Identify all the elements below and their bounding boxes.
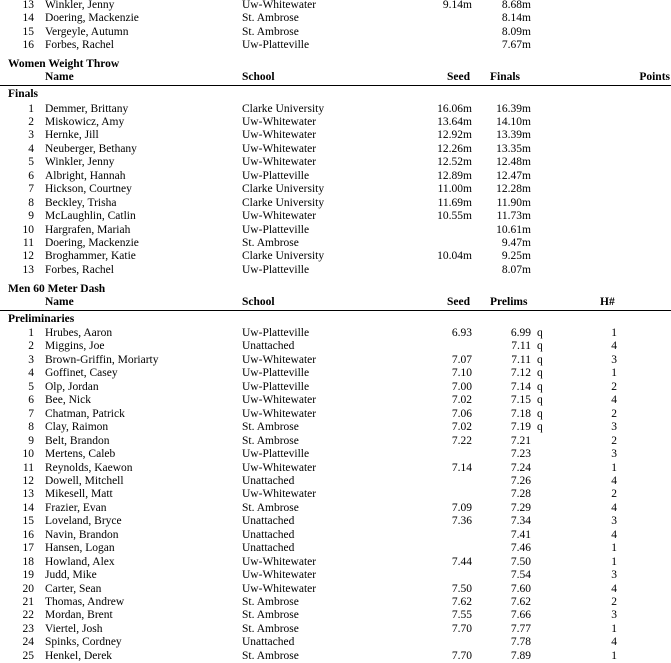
heat-number: 2	[611, 488, 617, 501]
school-name: St. Ambrose	[242, 25, 299, 38]
athlete-name: Hrubes, Aaron	[45, 327, 113, 339]
athlete-name: Broghammer, Katie	[45, 250, 136, 263]
athlete-name: McLaughlin, Catlin	[45, 210, 136, 223]
athlete-name: Viertel, Josh	[45, 622, 103, 635]
result-row	[0, 488, 671, 501]
heat-number: 3	[611, 421, 617, 434]
place-cell: 6	[28, 394, 34, 407]
athlete-name: Olp, Jordan	[45, 380, 99, 393]
qualifier-flag: q	[537, 340, 543, 353]
school-name: St. Ambrose	[242, 609, 299, 622]
athlete-name: Belt, Brandon	[45, 434, 110, 447]
result-mark: 8.07m	[501, 263, 531, 276]
place-cell: 16	[22, 39, 34, 52]
school-name: Clarke University	[242, 250, 325, 263]
result-row	[0, 394, 671, 407]
result-row	[0, 210, 671, 223]
result-row	[0, 367, 671, 380]
school-name: Uw-Whitewater	[242, 0, 317, 11]
school-name: Uw-Platteville	[242, 39, 310, 52]
result-mark: 7.21	[510, 434, 531, 447]
place-cell: 7	[28, 183, 34, 196]
school-name: Unattached	[242, 515, 295, 528]
school-name: Uw-Whitewater	[242, 353, 317, 366]
seed-mark: 16.06m	[437, 102, 472, 115]
header-seed: Seed	[447, 71, 470, 83]
result-row	[0, 408, 671, 421]
result-row	[0, 636, 671, 649]
athlete-name: Mertens, Caleb	[45, 448, 116, 461]
result-mark: 7.67m	[501, 39, 531, 52]
result-row	[0, 515, 671, 528]
result-mark: 7.46	[510, 542, 531, 555]
result-mark: 7.15	[510, 394, 531, 407]
result-mark: 12.48m	[496, 156, 531, 169]
school-name: Uw-Whitewater	[242, 129, 317, 142]
athlete-name: Howland, Alex	[45, 555, 115, 568]
place-cell: 3	[28, 353, 34, 366]
place-cell: 4	[28, 142, 34, 155]
seed-mark: 11.00m	[437, 183, 472, 196]
school-name: Uw-Whitewater	[242, 555, 317, 568]
result-row	[0, 197, 671, 210]
athlete-name: Mikesell, Matt	[45, 488, 113, 501]
result-row	[0, 462, 671, 475]
result-mark: 7.60	[510, 582, 531, 595]
heat-number: 1	[611, 555, 617, 568]
result-row	[0, 556, 671, 569]
school-name: Uw-Whitewater	[242, 210, 317, 223]
heat-number: 4	[611, 636, 617, 649]
seed-mark: 7.10	[451, 367, 472, 380]
seed-mark: 13.64m	[437, 115, 472, 128]
athlete-name: Hargrafen, Mariah	[45, 223, 131, 236]
heat-number: 1	[611, 649, 617, 662]
qualifier-flag: q	[537, 407, 543, 420]
round-row	[0, 313, 671, 326]
result-row	[0, 170, 671, 183]
result-row	[0, 354, 671, 367]
place-cell: 9	[28, 434, 34, 447]
result-row	[0, 26, 671, 39]
seed-mark: 7.36	[451, 515, 472, 528]
result-mark: 7.50	[510, 555, 531, 568]
round-row	[0, 88, 671, 101]
athlete-name: Hickson, Courtney	[45, 183, 132, 196]
school-name: St. Ambrose	[242, 237, 299, 249]
athlete-name: Demmer, Brittany	[45, 102, 129, 115]
header-points: Points	[639, 71, 670, 83]
seed-mark: 12.89m	[437, 169, 472, 182]
result-mark: 7.14	[510, 380, 531, 393]
place-cell: 4	[28, 367, 34, 380]
seed-mark: 10.04m	[437, 250, 472, 263]
header-name: Name	[45, 71, 74, 83]
school-name: Clarke University	[242, 102, 325, 115]
school-name: Uw-Platteville	[242, 263, 310, 276]
result-mark: 13.35m	[496, 142, 531, 155]
athlete-name: Winkler, Jenny	[45, 156, 115, 169]
seed-mark: 7.50	[451, 582, 472, 595]
result-mark: 7.66	[510, 609, 531, 622]
header-seed: Seed	[447, 296, 470, 308]
round-label: Finals	[8, 88, 39, 100]
place-cell: 6	[28, 169, 34, 182]
divider-line	[0, 85, 671, 86]
result-row	[0, 224, 671, 237]
school-name: Clarke University	[242, 196, 325, 209]
result-mark: 7.26	[510, 474, 531, 487]
seed-mark: 7.09	[451, 501, 472, 514]
result-row	[0, 156, 671, 169]
seed-mark: 7.22	[451, 434, 472, 447]
result-row	[0, 583, 671, 596]
result-mark: 7.24	[510, 461, 531, 474]
result-row	[0, 237, 671, 250]
school-name: Uw-Platteville	[242, 448, 310, 461]
athlete-name: Frazier, Evan	[45, 501, 107, 514]
result-mark: 16.39m	[496, 102, 531, 115]
heat-number: 3	[611, 609, 617, 622]
result-mark: 7.62	[510, 596, 531, 608]
athlete-name: Judd, Mike	[45, 569, 97, 582]
athlete-name: Albright, Hannah	[45, 169, 126, 182]
heat-number: 1	[611, 367, 617, 380]
athlete-name: Forbes, Rachel	[45, 39, 114, 52]
school-name: Uw-Whitewater	[242, 569, 317, 582]
athlete-name: Navin, Brandon	[45, 528, 119, 541]
place-cell: 20	[22, 582, 34, 595]
place-cell: 5	[28, 156, 34, 169]
school-name: St. Ambrose	[242, 12, 299, 25]
result-row	[0, 381, 671, 394]
seed-mark: 7.02	[451, 421, 472, 434]
school-name: St. Ambrose	[242, 622, 299, 635]
result-row	[0, 183, 671, 196]
place-cell: 13	[22, 0, 34, 11]
heat-number: 3	[611, 569, 617, 582]
place-cell: 15	[22, 25, 34, 38]
result-row	[0, 39, 671, 52]
seed-mark: 7.14	[451, 461, 472, 474]
result-mark: 7.29	[510, 501, 531, 514]
heat-number: 4	[611, 474, 617, 487]
athlete-name: Doering, Mackenzie	[45, 12, 139, 25]
athlete-name: Forbes, Rachel	[45, 263, 114, 276]
school-name: Uw-Whitewater	[242, 142, 317, 155]
place-cell: 21	[22, 596, 34, 608]
athlete-name: Henkel, Derek	[45, 649, 113, 662]
column-header-row	[0, 71, 671, 84]
result-mark: 9.47m	[501, 237, 531, 249]
place-cell: 1	[28, 327, 34, 339]
seed-mark: 6.93	[451, 327, 472, 339]
athlete-name: Clay, Raimon	[45, 421, 109, 434]
school-name: Uw-Whitewater	[242, 156, 317, 169]
heat-number: 1	[611, 622, 617, 635]
result-mark: 7.18	[510, 407, 531, 420]
school-name: Uw-Whitewater	[242, 488, 317, 501]
athlete-name: Miskowicz, Amy	[45, 115, 125, 128]
athlete-name: Bee, Nick	[45, 394, 91, 407]
athlete-name: Dowell, Mitchell	[45, 474, 124, 487]
result-mark: 11.90m	[496, 196, 531, 209]
athlete-name: Thomas, Andrew	[45, 596, 125, 608]
heat-number: 2	[611, 434, 617, 447]
athlete-name: Spinks, Cordney	[45, 636, 122, 649]
header-finals: Finals	[490, 71, 521, 83]
result-mark: 7.89	[510, 649, 531, 662]
place-cell: 10	[22, 223, 34, 236]
school-name: Uw-Platteville	[242, 380, 310, 393]
result-mark: 7.19	[510, 421, 531, 434]
result-mark: 6.99	[510, 327, 531, 339]
place-cell: 12	[22, 250, 34, 263]
event-title: Men 60 Meter Dash	[8, 283, 106, 295]
school-name: Uw-Whitewater	[242, 461, 317, 474]
place-cell: 8	[28, 421, 34, 434]
heat-number: 3	[611, 448, 617, 461]
place-cell: 3	[28, 129, 34, 142]
result-row	[0, 12, 671, 25]
athlete-name: Hernke, Jill	[45, 129, 99, 142]
result-mark: 12.28m	[496, 183, 531, 196]
athlete-name: Reynolds, Kaewon	[45, 461, 133, 474]
event-title-row	[0, 58, 671, 71]
place-cell: 12	[22, 474, 34, 487]
school-name: Unattached	[242, 528, 295, 541]
athlete-name: Hansen, Logan	[45, 542, 115, 555]
place-cell: 1	[28, 102, 34, 115]
result-row	[0, 103, 671, 116]
school-name: Uw-Whitewater	[242, 115, 317, 128]
place-cell: 22	[22, 609, 34, 622]
qualifier-flag: q	[537, 380, 543, 393]
result-mark: 7.12	[510, 367, 531, 380]
heat-number: 4	[611, 394, 617, 407]
heat-number: 2	[611, 380, 617, 393]
result-row	[0, 448, 671, 461]
athlete-name: Mordan, Brent	[45, 609, 113, 622]
result-row	[0, 327, 671, 340]
athlete-name: Vergeyle, Autumn	[45, 25, 129, 38]
place-cell: 10	[22, 448, 34, 461]
header-name: Name	[45, 296, 74, 308]
result-row	[0, 609, 671, 622]
header-school: School	[242, 71, 275, 83]
school-name: Unattached	[242, 474, 295, 487]
qualifier-flag: q	[537, 394, 543, 407]
result-row	[0, 0, 671, 12]
school-name: Clarke University	[242, 183, 325, 196]
place-cell: 18	[22, 555, 34, 568]
header-heat: H#	[600, 296, 615, 308]
athlete-name: Chatman, Patrick	[45, 407, 125, 420]
school-name: St. Ambrose	[242, 421, 299, 434]
header-school: School	[242, 296, 275, 308]
place-cell: 5	[28, 380, 34, 393]
column-header-row	[0, 296, 671, 309]
result-row	[0, 596, 671, 609]
result-row	[0, 569, 671, 582]
heat-number: 1	[611, 327, 617, 339]
qualifier-flag: q	[537, 327, 543, 339]
school-name: Unattached	[242, 340, 295, 353]
result-row	[0, 129, 671, 142]
result-mark: 7.11	[511, 353, 531, 366]
seed-mark: 7.00	[451, 380, 472, 393]
place-cell: 8	[28, 196, 34, 209]
round-label: Preliminaries	[8, 313, 75, 325]
result-row	[0, 529, 671, 542]
divider-line	[0, 310, 671, 311]
place-cell: 14	[22, 501, 34, 514]
result-mark: 9.25m	[501, 250, 531, 263]
seed-mark: 7.02	[451, 394, 472, 407]
place-cell: 2	[28, 340, 34, 353]
seed-mark: 12.26m	[437, 142, 472, 155]
seed-mark: 12.92m	[437, 129, 472, 142]
athlete-name: Beckley, Trisha	[45, 196, 117, 209]
heat-number: 2	[611, 596, 617, 608]
school-name: Uw-Platteville	[242, 169, 310, 182]
heat-number: 4	[611, 528, 617, 541]
heat-number: 4	[611, 582, 617, 595]
event-title: Women Weight Throw	[8, 58, 120, 70]
place-cell: 15	[22, 515, 34, 528]
place-cell: 2	[28, 115, 34, 128]
athlete-name: Brown-Griffin, Moriarty	[45, 353, 159, 366]
school-name: St. Ambrose	[242, 596, 299, 608]
place-cell: 7	[28, 407, 34, 420]
school-name: Uw-Platteville	[242, 367, 310, 380]
qualifier-flag: q	[537, 367, 543, 380]
athlete-name: Winkler, Jenny	[45, 0, 115, 11]
result-mark: 7.77	[510, 622, 531, 635]
seed-mark: 9.14m	[442, 0, 472, 11]
school-name: Uw-Whitewater	[242, 407, 317, 420]
result-row	[0, 623, 671, 636]
school-name: Unattached	[242, 542, 295, 555]
seed-mark: 7.07	[451, 353, 472, 366]
result-row	[0, 542, 671, 555]
result-mark: 10.61m	[496, 223, 531, 236]
place-cell: 9	[28, 210, 34, 223]
result-mark: 8.68m	[501, 0, 531, 11]
result-mark: 13.39m	[496, 129, 531, 142]
result-row	[0, 340, 671, 353]
seed-mark: 11.69m	[437, 196, 472, 209]
heat-number: 2	[611, 407, 617, 420]
result-mark: 7.28	[510, 488, 531, 501]
place-cell: 23	[22, 622, 34, 635]
result-mark: 7.23	[510, 448, 531, 461]
result-row	[0, 475, 671, 488]
result-row	[0, 421, 671, 434]
result-mark: 7.41	[510, 528, 531, 541]
heat-number: 1	[611, 542, 617, 555]
school-name: Uw-Platteville	[242, 223, 310, 236]
result-row	[0, 435, 671, 448]
seed-mark: 7.55	[451, 609, 472, 622]
result-mark: 7.34	[510, 515, 531, 528]
place-cell: 16	[22, 528, 34, 541]
result-mark: 14.10m	[496, 115, 531, 128]
result-mark: 7.78	[510, 636, 531, 649]
school-name: Uw-Whitewater	[242, 582, 317, 595]
seed-mark: 12.52m	[437, 156, 472, 169]
result-mark: 11.73m	[496, 210, 531, 223]
place-cell: 24	[22, 636, 34, 649]
place-cell: 14	[22, 12, 34, 25]
header-prelims: Prelims	[490, 296, 528, 308]
qualifier-flag: q	[537, 421, 543, 434]
result-mark: 7.54	[510, 569, 531, 582]
result-mark: 8.09m	[501, 25, 531, 38]
school-name: Uw-Platteville	[242, 327, 310, 339]
place-cell: 11	[22, 461, 34, 474]
seed-mark: 7.62	[451, 596, 472, 608]
result-row	[0, 264, 671, 277]
result-row	[0, 116, 671, 129]
seed-mark: 7.70	[451, 649, 472, 662]
result-row	[0, 143, 671, 156]
school-name: St. Ambrose	[242, 434, 299, 447]
place-cell: 19	[22, 569, 34, 582]
seed-mark: 10.55m	[437, 210, 472, 223]
school-name: St. Ambrose	[242, 649, 299, 662]
seed-mark: 7.06	[451, 407, 472, 420]
athlete-name: Miggins, Joe	[45, 340, 105, 353]
place-cell: 11	[22, 237, 34, 249]
school-name: Unattached	[242, 636, 295, 649]
result-row	[0, 502, 671, 515]
athlete-name: Loveland, Bryce	[45, 515, 122, 528]
result-mark: 12.47m	[496, 169, 531, 182]
result-row	[0, 650, 671, 663]
school-name: Uw-Whitewater	[242, 394, 317, 407]
athlete-name: Neuberger, Bethany	[45, 142, 137, 155]
athlete-name: Doering, Mackenzie	[45, 237, 139, 249]
heat-number: 3	[611, 515, 617, 528]
place-cell: 25	[22, 649, 34, 662]
result-mark: 8.14m	[501, 12, 531, 25]
school-name: St. Ambrose	[242, 501, 299, 514]
seed-mark: 7.44	[451, 555, 472, 568]
place-cell: 17	[22, 542, 34, 555]
qualifier-flag: q	[537, 353, 543, 366]
athlete-name: Carter, Sean	[45, 582, 102, 595]
place-cell: 13	[22, 488, 34, 501]
heat-number: 1	[611, 461, 617, 474]
heat-number: 4	[611, 340, 617, 353]
seed-mark: 7.70	[451, 622, 472, 635]
heat-number: 3	[611, 353, 617, 366]
heat-number: 4	[611, 501, 617, 514]
athlete-name: Goffinet, Casey	[45, 367, 118, 380]
result-row	[0, 250, 671, 263]
place-cell: 13	[22, 263, 34, 276]
result-mark: 7.11	[511, 340, 531, 353]
event-title-row	[0, 283, 671, 296]
